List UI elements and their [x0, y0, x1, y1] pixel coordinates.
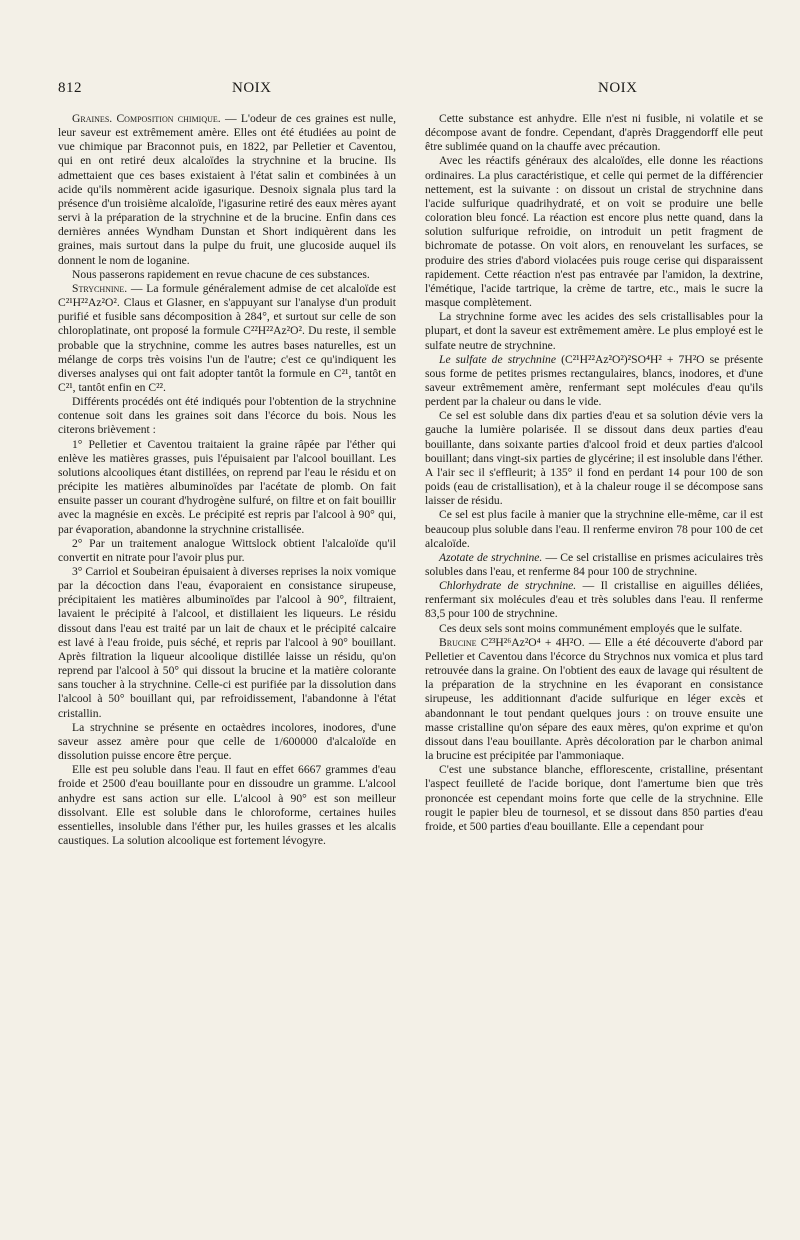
paragraph-lead: Graines. Composition chimique. — [72, 112, 221, 125]
paragraph-text: — Ce sel cristallise en prismes aciculaires très solubles dans l'eau, et renferme 84 pour 100 de strychnine. — [425, 550, 763, 578]
paragraph-text: 3° Carriol et Soubeiran épuisaient à diverses reprises la noix vomique par la décoction dans l'eau, évaporaient en consistance sirupeuse, précipitaient les matières albuminoïdes par l'alcool à 90°, filtraient, lavaient le précipité à l'alcool, et distillaient les liqueurs. Le résidu dissout dans l'eau est traité par un lait de chaux et le précipité calcaire est lavé à l'eau froide, puis séché, et repris par l'alcool à 90° bouillant. Après filtration la liqueur alcoolique distillée laisse un résidu, qu'on reprend par l'alcool à 50° qui dissout la brucine et la matière colorante sans toucher à la strychnine. Celle-ci est purifiée par la dissolution dans l'alcool à 50° bouillant qui, par refroidissement, l'abandonne à l'état cristallin. — [58, 565, 396, 720]
paragraph — [58, 537, 396, 565]
running-title-left: NOIX — [232, 80, 272, 96]
paragraph — [58, 282, 396, 395]
paragraph — [425, 508, 763, 550]
paragraph — [425, 353, 763, 410]
paragraph — [425, 409, 763, 508]
paragraph-lead: Le sulfate de strychnine — [439, 352, 556, 366]
paragraph-text: Ce sel est plus facile à manier que la strychnine elle-même, car il est beaucoup plus soluble dans l'eau. Il renferme environ 78 pour 100 de cet alcaloïde. — [425, 508, 763, 550]
paragraph-text: La strychnine forme avec les acides des sels cristallisables pour la plupart, et dont la saveur est extrêmement amère. Le plus employé est le sulfate neutre de strychnine. — [425, 310, 763, 352]
paragraph — [58, 395, 396, 437]
paragraph-lead: Azotate de strychnine. — [439, 550, 543, 564]
paragraph-text: Nous passerons rapidement en revue chacune de ces substances. — [72, 267, 370, 281]
paragraph-lead: Chlorhydrate de strychnine. — [439, 579, 577, 593]
paragraph-text: 1° Pelletier et Caventou traitaient la graine râpée par l'éther qui enlève les matières grasses, puis l'épuisaient par l'alcool bouillant. Les solutions alcooliques étant distillées, on reprend par l'eau le résidu et on précipite les matières albuminoïdes par l'acétate de plomb. On fait ensuite passer un courant d'hydrogène sulfuré, on filtre et on fait bouillir avec la magnésie en excès. Le précipité est repris par l'alcool à 90° qui, par évaporation, abandonne la strychnine cristallisée. — [58, 437, 396, 536]
paragraph-text: Elle est peu soluble dans l'eau. Il faut en effet 6667 grammes d'eau froide et 2500 d'eau bouillante pour en dissoudre un gramme. L'alcool anhydre est sans action sur elle. L'alcool à 90° est son meilleur dissolvant. Elle est soluble dans le chloroforme, certaines huiles essentielles, insoluble dans l'éther pur, les huiles grasses et les alcalis caustiques. La solution alcoolique est fortement lévogyre. — [58, 763, 396, 847]
paragraph — [425, 154, 763, 310]
paragraph-text: — L'odeur de ces graines est nulle, leur saveur est extrêmement amère. Elles ont été étudiées au point de vue chimique par Braconnot puis, en 1822, par Pelletier et Caventou, qui en ont retiré deux alcaloïdes la strychnine et la brucine. Ils admettaient que ces bases existaient à l'état salin et combinées à un acide qu'ils nommèrent acide igasurique. Desnoix signala plus tard la présence d'un troisième alcaloïde, l'igasurine retiré des eaux mères ayant servi à la préparation de la strychnine et de la brucine. Enfin dans ces dernières années Wyndham Dunstan et Short indiquèrent dans les graines, mais surtout dans la pulpe du fruit, une glucoside auquel ils donnent le nom de loganine. — [58, 112, 396, 267]
paragraph-text: C²³H²⁶Az²O⁴ + 4H²O. — Elle a été découverte d'abord par Pelletier et Caventou dans l'écorce du Strychnos nux vomica et plus tard retrouvée dans la graine. On l'obtient des eaux de lavage qui résultent de la préparation de la strychnine en les évaporant en consistance sirupeuse, les additionnant d'acide sulfurique en léger excès et abandonnant le tout pendant quelques jours : on trouve ensuite une masse cristalline qu'on sépare des eaux mères, qu'on exprime et qu'on dissout dans l'eau bouillante. Après décoloration par le charbon animal la brucine est précipitée par l'ammoniaque. — [425, 635, 763, 763]
paragraph-text: La strychnine se présente en octaèdres incolores, inodores, d'une saveur assez amère pour que celle de 1/600000 d'alcaloïde en dissolution puisse encore être perçue. — [58, 720, 396, 763]
paragraph — [58, 112, 396, 268]
paragraph-text: Cette substance est anhydre. Elle n'est ni fusible, ni volatile et se décompose avant de fondre. Cependant, d'après Draggendorff elle peut être sublimée quand on la chauffe avec précaution. — [425, 112, 763, 154]
paragraph-text: — La formule généralement admise de cet alcaloïde est C²¹H²²Az²O². Claus et Glasner, en s'appuyant sur l'analyse d'un produit purifié et fusible sans décomposition à 284°, et surtout sur celle de son chloroplatinate, ont proposé la formule C²²H²²Az²O². Du reste, il semble probable que la strychnine, comme les autres bases naturelles, est un mélange de corps très voisins l'un de l'autre; c'est ce qu'indiquent les diverses analyses qui ont fait adopter tantôt la formule en C²¹, tantôt en C²¹, tantôt enfin en C²². — [58, 281, 396, 394]
paragraph-text: 2° Par un traitement analogue Wittslock obtient l'alcaloïde qu'il convertit en nitrate pour l'avoir plus pur. — [58, 536, 396, 564]
paragraph-text: (C²¹H²²Az²O²)²SO⁴H² + 7H²O se présente sous forme de petites prismes rectangulaires, blancs, inodores, et d'une saveur extrêmement amère, renfermant sept molécules d'eau qu'ils perdent par la chaleur ou dans le vide. — [425, 352, 763, 409]
running-title-right: NOIX — [598, 80, 638, 96]
page-number: 812 — [58, 80, 82, 96]
paragraph — [58, 763, 396, 848]
paragraph-lead: Strychnine. — [72, 281, 128, 295]
paragraph — [58, 565, 396, 721]
paragraph — [425, 551, 763, 579]
paragraph — [425, 636, 763, 763]
paragraph-text: C'est une substance blanche, efflorescente, cristalline, présentant l'aspect feuilleté de l'acide borique, dont l'amertume bien que très prononcée est cependant moins forte que celle de la strychnine. Elle rougit le papier bleu de tournesol, et se dissout dans 850 parties d'eau froide, et 500 parties d'eau bouillante. Elle a cependant pour — [425, 763, 763, 833]
paragraph — [425, 763, 763, 834]
paragraph — [58, 268, 396, 282]
right-column — [425, 112, 763, 834]
paragraph-text: Avec les réactifs généraux des alcaloïdes, elle donne les réactions ordinaires. La plus caractéristique, et celle qui permet de la différencier nettement, est la suivante : on dissout un cristal de strychnine dans l'acide sulfurique quadrihydraté, et on voit se produire une belle coloration bleu foncé. La réaction est encore plus nette quand, dans la solution sulfurique refroidie, on introduit un petit fragment de bichromate de potasse. On voit alors, en renouvelant les surfaces, se produire des stries d'abord violacées puis rouge cerise qui disparaissent rapidement. Cette réaction n'est pas entravée par l'amidon, la dextrine, l'émétique, l'acide tartrique, la crème de tartre, etc., mais le sucre la masque complètement. — [425, 154, 763, 310]
paragraph — [425, 112, 763, 154]
left-column — [58, 112, 396, 848]
paragraph-text: Différents procédés ont été indiqués pour l'obtention de la strychnine contenue soit dans les graines soit dans l'écorce du bois. Nous les citerons brièvement : — [58, 395, 396, 437]
paragraph — [425, 310, 763, 352]
paragraph-lead: Brucine — [439, 635, 477, 649]
paragraph-text: — Il cristallise en aiguilles déliées, renfermant six molécules d'eau et très solubles dans l'eau. Il renferme 83,5 pour 100 de strychnine. — [425, 579, 763, 621]
paragraph-text: Ce sel est soluble dans dix parties d'eau et sa solution dévie vers la gauche la lumière polarisée. Il se dissout dans deux parties d'eau bouillante, dans soixante parties d'alcool froid et deux parties d'alcool bouillant; dans vingt-six parties de glycérine; il est insoluble dans l'éther. A l'air sec il s'effleurit; à 135° il fond en perdant 14 pour 100 de son poids (eau de cristallisation), et à la chaleur rouge il se décompose sans laisser de résidu. — [425, 409, 763, 508]
paragraph — [58, 721, 396, 763]
paragraph — [58, 438, 396, 537]
paragraph — [425, 579, 763, 621]
paragraph-text: Ces deux sels sont moins communément employés que le sulfate. — [439, 621, 743, 635]
paragraph — [425, 622, 763, 636]
